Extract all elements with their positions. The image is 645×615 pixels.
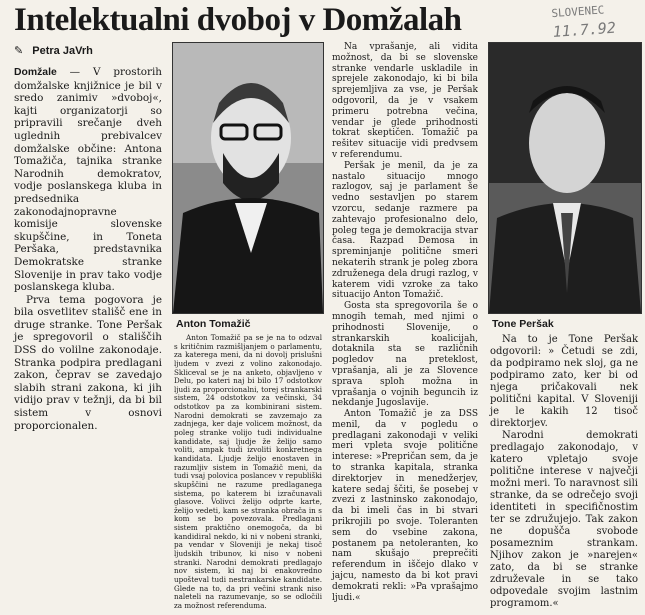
stamp-date: 11.7.92	[552, 18, 617, 42]
paragraph-5: Peršak je menil, da je za nastalo situacijo mnogo razlogov, saj je parlament še vedno sestavljen po starem vzorcu, sedanje razmere pa zahtevajo profesionalno delo, poleg tega je demokracija stvar časa. Razpad Demosa in spreminjanje politične smeri nekaterih strank je poleg zbora združenega dela drugi razlog, v katerem vidi vzroke za tako situacijo Anton Tomažič.	[332, 160, 478, 301]
dateline-place: Domžale	[14, 67, 57, 78]
photo-anton-tomazic	[172, 42, 324, 314]
article-column-1	[14, 66, 162, 432]
byline-author: Petra JaVrh	[32, 45, 93, 57]
headline: Intelektualni dvoboj v Domžalah	[14, 2, 462, 38]
paragraph-7: Anton Tomažič je za DSS menil, da v pogledu o predlagani zakonodaji v veliki meri vpleta svoje politične interese: »Prepričan sem, da je to stranka kapitala, stranka direktorjev in menedžerjev, katere sedaj ščiti, še posebej v zvezi z lastninsko zakonodajo, da bi imeli čas in bi stvari prikrojili po svoje. Toleranten sem do vsebine zakona, postanem pa netoleranten, ko nam skušajo preprečiti referendum in iščejo dlako v jajcu, namesto da bi kot pravi demokrati rekli: »Pa vprašajmo ljudi.«	[332, 409, 478, 603]
article-column-2	[174, 334, 322, 611]
paragraph-9: Narodni demokrati predlagajo zakonodajo, v katero vpletajo svoje politične interese v največji možni meri. To naravnost sili stranke, da se odrečejo svoji identiteti in specifičnostim ter se združujejo. Tak zakon ne dopušča svobode posameznim strankam. Njihov zakon je »narejen« zato, da bi se stranke združevale in se tako odpovedale svojim lastnim programom.«	[490, 430, 638, 609]
stamp-newspaper: SLOVENEC	[550, 3, 605, 21]
caption-left: Anton Tomažič	[176, 318, 251, 330]
date-stamp	[551, 0, 641, 41]
paragraph-1	[14, 66, 162, 294]
paragraph-1-text: — V prostorih domžalske knjižnice je bil v sredo zanimiv »dvoboj«, kajti organizatorji so pripravili srečanje dveh uglednih prebivalcev domžalske občine: Antona Tomažiča, tajnika stranke Narodnih demokratov, vodje poslanskega kluba in predsednika zakonodajnopravne komisije slovenske skupščine, in Toneta Peršaka, predstavnika Demokratske stranke Slovenije in prav tako vodje poslanskega kluba.	[14, 66, 162, 294]
paragraph-8: Na to je Tone Peršak odgovoril: » Četudi se zdi, da podpiramo nek sloj, ga ne podpiramo zato, ker bi od njega pričakovali nek politični kapital. V Sloveniji je le kakih 12 tisoč direktorjev.	[490, 334, 638, 429]
caption-right: Tone Peršak	[492, 318, 554, 330]
photo-tone-persak	[488, 42, 642, 314]
portrait-left-image	[173, 43, 323, 313]
portrait-right-image	[489, 43, 641, 313]
article-column-3	[332, 42, 478, 603]
paragraph-2: Prva tema pogovora je bila osvetlitev stališč ene in druge stranke. Tone Peršak je spregovoril o stališčih DSS do volilne zakonodaje. Stranka podpira predlagani zakon, čeprav se zavedajo slabih strani zakona, ki jih vidijo prav v težnji, da bi bil sistem v osnovi proporcionalen.	[14, 293, 162, 432]
paragraph-6: Gosta sta spregovorila še o mnogih temah, med njimi o prihodnosti Slovenije, o strankarskih koalicijah, dotaknila sta se različnih pogledov na preteklost, vprašanja, ali je za Slovence sprava sploh možna in vprašanja o vojnih beguncih iz nekdanje Jugoslavije.	[332, 301, 478, 409]
paragraph-3: Anton Tomažič pa se je na to odzval s kritičnim razmišljanjem o parlamentu, za katerega meni, da ni dovolj prislušni ljudem v zvezi z volino zakonodajo. Skliceval se je na anketo, objavljeno v Delu, po kateri naj bi bilo 17 odstotkov ljudi za proporcionalni, torej strankarski sistem, 24 odstotkov za večinski, 34 odstotkov pa za kombinirani sistem. Narodni demokrati se zavzemajo za zadnjega, ker daje volicem možnost, da poleg stranke volijo tudi individualne kandidate, saj ljudje že želijo samo voliti, ampak tudi izvoliti konkretnega kandidata. Ljudje želijo enostaven in razumljiv sistem in Tomažič meni, da tudi vsaj polovica poslancev v republiški skupščini ne razume predlaganega sistema, po katerem bi izračunavali glasove. Volivci želijo odprte karte, želijo vedeti, kam se stranka obrača in s kom se bo povezovala. Predlagani sistem praktično onemogoča, da bi kandidiral nekdo, ki ni v nobeni stranki, pa vendar v Sloveniji je nekaj tisoč ljudskih tribunov, ki niso v nobeni stranki. Narodni demokrati predlagajo nov sistem, ki naj bi enakovredno upošteval tudi nestrankarske kandidate. Glede na to, da pri večini strank niso naleteli na razumevanje, so se odločili za možnost referenduma.	[174, 333, 322, 610]
paragraph-4: Na vprašanje, ali vidita možnost, da bi se slovenske stranke vendarle uskladile in sprejele zakonodajo, ki bi bila sprejemljiva za vse, je Peršak odgovoril, da je v vsakem primeru potrebna večina, vendar je glede prihodnosti tokrat skeptičen. Tomažič pa rešitev situacije vidi predvsem v referendumu.	[332, 42, 478, 160]
article-column-4	[490, 334, 638, 610]
byline	[14, 44, 93, 57]
pen-icon: ✎	[14, 45, 24, 57]
